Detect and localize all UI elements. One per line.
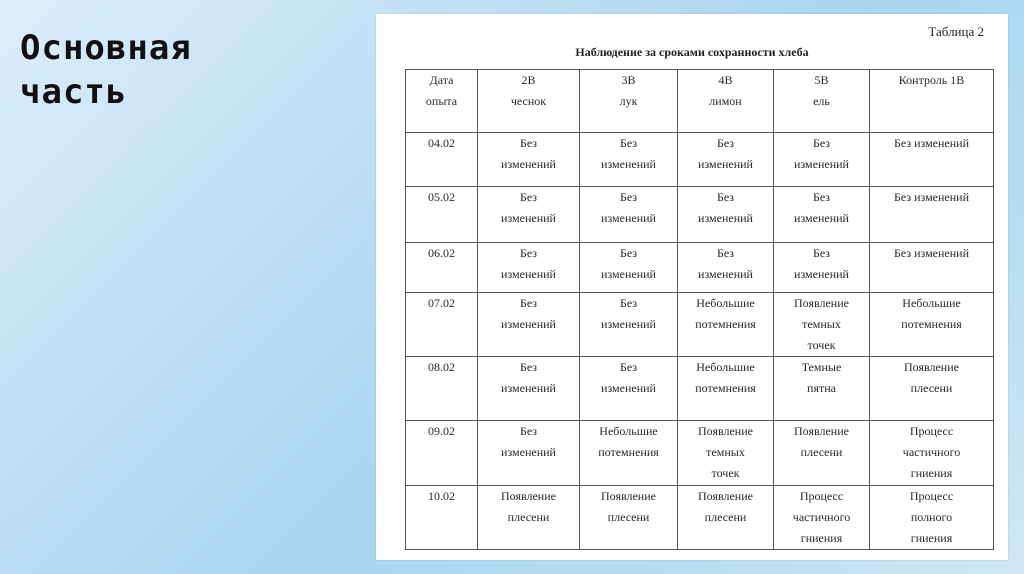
observation-cell [580, 486, 678, 550]
cell-text: Без [519, 424, 538, 438]
date-cell: 04.02 [406, 133, 478, 187]
table-row [406, 133, 994, 187]
cell-text: изменений [501, 445, 556, 459]
column-header [406, 70, 478, 133]
observation-cell [774, 357, 870, 421]
column-header [478, 70, 580, 133]
cell-text: изменений [601, 381, 656, 395]
observation-cell [580, 357, 678, 421]
table-row [406, 187, 994, 243]
cell-text: частичного [902, 445, 961, 459]
cell-text: Без [619, 136, 638, 150]
slide-title: Основная часть [20, 28, 192, 112]
cell-text: изменений [501, 381, 556, 395]
observation-cell [870, 133, 994, 187]
cell-text: изменений [501, 157, 556, 171]
cell-text: Появление [601, 489, 656, 503]
cell-text: ель [813, 94, 830, 108]
observation-cell [678, 187, 774, 243]
cell-text: плесени [607, 510, 650, 524]
table-caption: Наблюдение за сроками сохранности хлеба [575, 45, 809, 59]
cell-text: точек [807, 338, 836, 352]
cell-text: потемнения [901, 317, 962, 331]
table-number: Таблица 2 [928, 24, 984, 39]
cell-text: изменений [601, 211, 656, 225]
cell-text: изменений [698, 157, 753, 171]
cell-text: Небольшие [696, 360, 755, 374]
cell-text: Без [519, 360, 538, 374]
column-header [580, 70, 678, 133]
cell-text: Без [812, 190, 831, 204]
cell-text: Появление [501, 489, 556, 503]
cell-text: Без [519, 190, 538, 204]
observation-cell [678, 357, 774, 421]
date-cell: 09.02 [406, 421, 478, 486]
cell-text: Появление [698, 424, 753, 438]
observation-cell [580, 293, 678, 357]
cell-text: Без изменений [893, 190, 970, 204]
cell-text: Без [519, 136, 538, 150]
cell-text: лук [619, 94, 638, 108]
cell-text: точек [711, 466, 740, 480]
observation-cell [870, 243, 994, 293]
column-header [870, 70, 994, 133]
cell-text: Без [716, 246, 735, 260]
observation-cell [870, 486, 994, 550]
observation-cell [478, 357, 580, 421]
observation-cell [678, 293, 774, 357]
cell-text: Дата [429, 73, 454, 87]
cell-text: Без [716, 190, 735, 204]
observation-cell [774, 133, 870, 187]
table-row [406, 293, 994, 357]
observation-cell [774, 243, 870, 293]
column-header [774, 70, 870, 133]
observation-cell [678, 133, 774, 187]
observation-cell [870, 421, 994, 486]
cell-text: 2В [521, 73, 536, 87]
cell-text: Без [619, 296, 638, 310]
observation-cell [678, 421, 774, 486]
table-row [406, 421, 994, 486]
cell-text: лимон [709, 94, 742, 108]
cell-text: изменений [601, 267, 656, 281]
cell-text: Без [619, 360, 638, 374]
cell-text: Без [519, 246, 538, 260]
cell-text: плесени [800, 445, 843, 459]
observation-cell [870, 293, 994, 357]
cell-text: Небольшие [902, 296, 961, 310]
date-cell: 10.02 [406, 486, 478, 550]
cell-text: изменений [698, 211, 753, 225]
cell-text: изменений [601, 317, 656, 331]
observation-cell [774, 187, 870, 243]
table-row [406, 486, 994, 550]
cell-text: Без [716, 136, 735, 150]
cell-text: Без изменений [893, 136, 970, 150]
observation-cell [774, 421, 870, 486]
scanned-table-document [376, 14, 1008, 560]
cell-text: 4В [718, 73, 733, 87]
cell-text: чеснок [510, 94, 547, 108]
cell-text: потемнения [598, 445, 659, 459]
observation-cell [580, 421, 678, 486]
cell-text: Появление [904, 360, 959, 374]
table-row [406, 243, 994, 293]
date-cell: 07.02 [406, 293, 478, 357]
cell-text: изменений [501, 267, 556, 281]
observation-cell [580, 133, 678, 187]
cell-text: изменений [501, 211, 556, 225]
table-header-row [406, 70, 994, 133]
observation-cell [478, 133, 580, 187]
cell-text: Контроль 1В [898, 73, 965, 87]
observation-cell [478, 293, 580, 357]
cell-text: Без [619, 190, 638, 204]
observation-cell [478, 486, 580, 550]
cell-text: изменений [501, 317, 556, 331]
cell-text: Появление [698, 489, 753, 503]
cell-text: изменений [794, 157, 849, 171]
cell-text: плесени [910, 381, 953, 395]
cell-text: гниения [910, 466, 953, 480]
cell-text: Появление [794, 296, 849, 310]
date-cell: 06.02 [406, 243, 478, 293]
observation-cell [774, 486, 870, 550]
cell-text: Процесс [909, 424, 954, 438]
cell-text: Без изменений [893, 246, 970, 260]
observation-cell [478, 187, 580, 243]
cell-text: Появление [794, 424, 849, 438]
cell-text: темных [802, 317, 841, 331]
observation-cell [678, 243, 774, 293]
cell-text: потемнения [695, 381, 756, 395]
cell-text: Без [812, 136, 831, 150]
cell-text: изменений [794, 211, 849, 225]
cell-text: гниения [910, 531, 953, 545]
cell-text: Темные [801, 360, 842, 374]
observation-cell [870, 357, 994, 421]
cell-text: плесени [507, 510, 550, 524]
observation-cell [774, 293, 870, 357]
observation-cell [870, 187, 994, 243]
observation-cell [678, 486, 774, 550]
cell-text: гниения [800, 531, 843, 545]
cell-text: 3В [621, 73, 636, 87]
cell-text: Без [619, 246, 638, 260]
cell-text: изменений [794, 267, 849, 281]
cell-text: плесени [704, 510, 747, 524]
cell-text: полного [910, 510, 953, 524]
observation-cell [580, 243, 678, 293]
cell-text: пятна [807, 381, 836, 395]
cell-text: Небольшие [696, 296, 755, 310]
date-cell: 05.02 [406, 187, 478, 243]
observation-table [405, 69, 994, 550]
cell-text: Процесс [799, 489, 844, 503]
observation-cell [478, 421, 580, 486]
cell-text: изменений [698, 267, 753, 281]
table-row [406, 357, 994, 421]
date-cell: 08.02 [406, 357, 478, 421]
column-header [678, 70, 774, 133]
cell-text: Процесс [909, 489, 954, 503]
observation-cell [580, 187, 678, 243]
cell-text: темных [706, 445, 745, 459]
cell-text: частичного [792, 510, 851, 524]
cell-text: опыта [425, 94, 458, 108]
cell-text: 5В [814, 73, 829, 87]
observation-cell [478, 243, 580, 293]
cell-text: изменений [601, 157, 656, 171]
cell-text: Без [519, 296, 538, 310]
cell-text: Небольшие [599, 424, 658, 438]
cell-text: Без [812, 246, 831, 260]
cell-text: потемнения [695, 317, 756, 331]
